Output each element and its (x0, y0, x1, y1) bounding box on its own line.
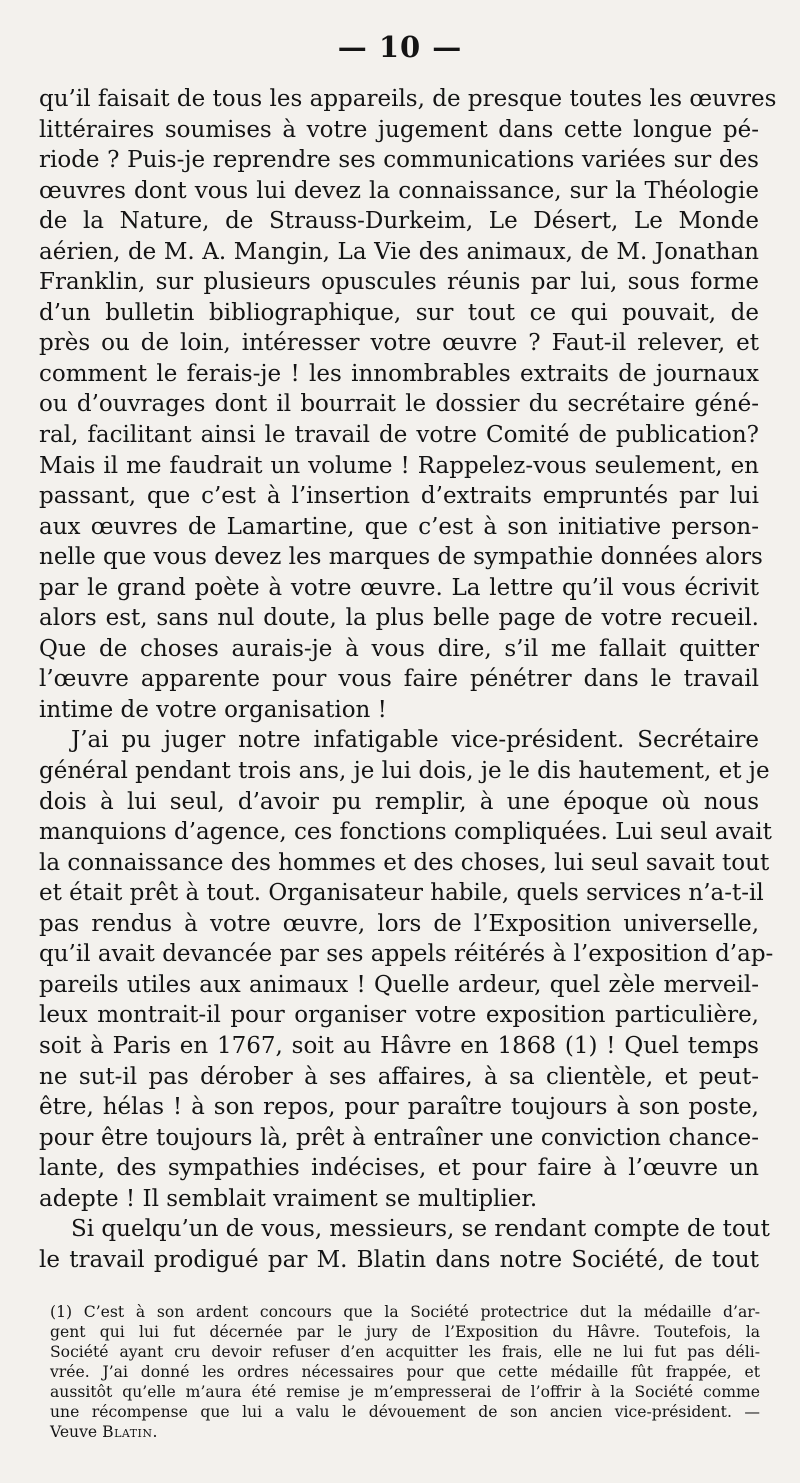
text-line: passant, que c’est à l’insertion d’extraits empruntés par lui (39, 483, 759, 510)
text-line: qu’il avait devancée par ses appels réitérés à l’exposition d’ap- (39, 941, 774, 968)
text-line: d’un bulletin bibliographique, sur tout ce qui pouvait, de (39, 299, 759, 326)
text-line: la connaissance des hommes et des choses, lui seul savait tout (39, 849, 770, 876)
text-line: riode ? Puis-je reprendre ses communications variées sur des (39, 147, 759, 174)
text-line: qu’il faisait de tous les appareils, de presque toutes les œuvres (39, 86, 777, 112)
text-line: le travail prodigué par M. Blatin dans notre Société, de tout (39, 1246, 759, 1273)
footnote-signature (50, 1422, 760, 1442)
text-line: comment le ferais-je ! les innombrables extraits de journaux (39, 360, 759, 387)
footnote (50, 1302, 760, 1442)
paragraph-end-line: intime de votre organisation ! (39, 696, 387, 723)
text-line: pour être toujours là, prêt à entraîner une conviction chance- (39, 1124, 759, 1151)
text-line: soit à Paris en 1767, soit au Hâvre en 1868 (1) ! Quel temps (39, 1032, 759, 1059)
footnote-line: (1) C’est à son ardent concours que la Société protectrice dut la médaille d’ar- (50, 1303, 760, 1321)
text-line: pareils utiles aux animaux ! Quelle ardeur, quel zèle merveil- (39, 971, 759, 998)
text-line: aux œuvres de Lamartine, que c’est à son initiative person- (39, 513, 759, 540)
text-line: pas rendus à votre œuvre, lors de l’Exposition universelle, (39, 910, 759, 937)
text-line: de la Nature, de Strauss-Durkeim, Le Désert, Le Monde (39, 208, 759, 235)
footnote-signature-prefix: Veuve (50, 1423, 103, 1441)
footnote-signature-name: Blatin. (102, 1423, 158, 1441)
text-line: près ou de loin, intéresser votre œuvre ? Faut-il relever, et (39, 330, 759, 357)
text-line: alors est, sans nul doute, la plus belle page de votre recueil. (39, 605, 759, 632)
text-line: littéraires soumises à votre jugement dans cette longue pé- (39, 116, 759, 143)
footnote-line: vrée. J’ai donné les ordres nécessaires pour que cette médaille fût frappée, et (50, 1363, 760, 1381)
footnote-line: Société ayant cru devoir refuser d’en acquitter les frais, elle ne lui fut pas déli- (50, 1343, 760, 1361)
paragraph-end-line: adepte ! Il semblait vraiment se multiplier. (39, 1185, 538, 1212)
text-line: Franklin, sur plusieurs opuscules réunis par lui, sous forme (39, 269, 759, 296)
paragraph-start-line: Si quelqu’un de vous, messieurs, se rendant compte de tout (71, 1216, 770, 1243)
text-line: général pendant trois ans, je lui dois, je le dis hautement, et je (39, 758, 770, 785)
text-line: ral, facilitant ainsi le travail de votre Comité de publication? (39, 422, 759, 449)
text-line: ne sut-il pas dérober à ses affaires, à sa clientèle, et peut- (39, 1063, 759, 1090)
text-line: leux montrait-il pour organiser votre exposition particulière, (39, 1002, 759, 1029)
text-line: ou d’ouvrages dont il bourrait le dossier du secrétaire géné- (39, 391, 759, 418)
text-line: œuvres dont vous lui devez la connaissance, sur la Théologie (39, 177, 759, 204)
page-number: — 10 — (337, 30, 463, 64)
text-line: dois à lui seul, d’avoir pu remplir, à une époque où nous (39, 788, 759, 815)
text-line: aérien, de M. A. Mangin, La Vie des animaux, de M. Jonathan (39, 238, 759, 265)
body-text (39, 84, 777, 1275)
text-line: et était prêt à tout. Organisateur habile, quels services n’a-t-il (39, 880, 764, 907)
paragraph-start-line: J’ai pu juger notre infatigable vice-président. Secrétaire (71, 727, 759, 754)
text-line: Que de choses aurais-je à vous dire, s’il me fallait quitter (39, 635, 759, 662)
text-line: l’œuvre apparente pour vous faire pénétrer dans le travail (39, 666, 759, 693)
text-line: Mais il me faudrait un volume ! Rappelez-vous seulement, en (39, 452, 759, 479)
text-line: par le grand poète à votre œuvre. La lettre qu’il vous écrivit (39, 574, 759, 601)
text-line: nelle que vous devez les marques de sympathie données alors (39, 544, 763, 571)
text-line: lante, des sympathies indécises, et pour faire à l’œuvre un (39, 1155, 759, 1182)
footnote-line: gent qui lui fut décernée par le jury de l’Exposition du Hâvre. Toutefois, la (50, 1323, 760, 1341)
text-line: être, hélas ! à son repos, pour paraître toujours à son poste, (39, 1094, 759, 1121)
footnote-line: aussitôt qu’elle m’aura été remise je m’empresserai de l’offrir à la Société comme (50, 1383, 760, 1401)
footnote-line: une récompense que lui a valu le dévouement de son ancien vice-président. — (50, 1403, 760, 1421)
text-line: manquions d’agence, ces fonctions compliquées. Lui seul avait (39, 819, 772, 846)
